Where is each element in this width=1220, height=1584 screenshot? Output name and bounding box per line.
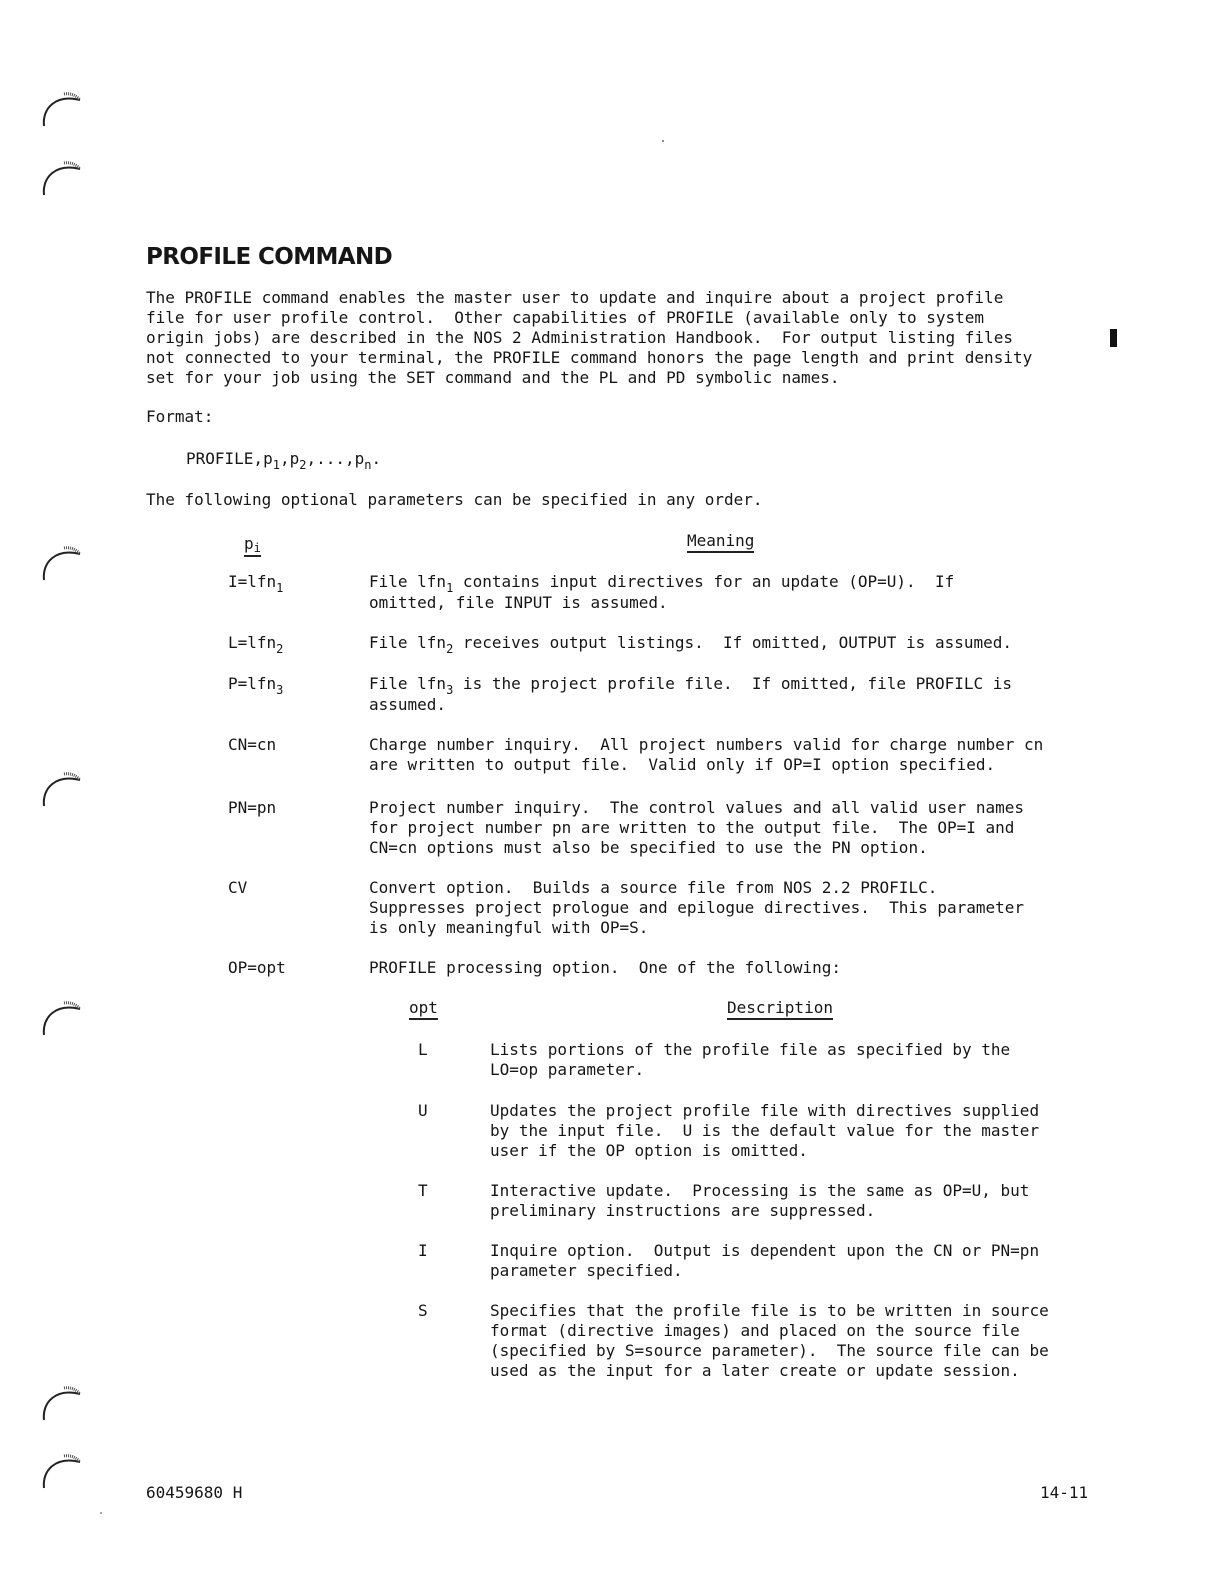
param-term: PN=pn <box>228 798 277 817</box>
param-description: Charge number inquiry. All project numbers valid for charge number cn are written to output file. Valid only if OP=I option specified. <box>369 735 1044 774</box>
opt-term: U <box>418 1101 428 1120</box>
param-description: File lfn$_3$ is the project profile file. If omitted, file PROFILC is assumed. <box>369 674 1012 714</box>
format-syntax: $PROFILE,p_1,p_2,...,p_n$. <box>186 449 382 472</box>
param-description: PROFILE processing option. One of the following: <box>369 958 842 977</box>
opt-term: S <box>418 1301 428 1320</box>
param-term: I=lfn$_1$ <box>228 572 284 595</box>
optional-note: The following optional parameters can be specified in any order. <box>146 490 763 509</box>
page-title: PROFILE COMMAND <box>146 244 393 270</box>
param-description: File lfn$_2$ receives output listings. If omitted, OUTPUT is assumed. <box>369 633 1012 656</box>
opt-term: I <box>418 1241 428 1260</box>
binder-hole-mark <box>40 997 84 1039</box>
binder-hole-mark <box>40 1382 84 1424</box>
param-description: Convert option. Builds a source file from NOS 2.2 PROFILC. Suppresses project prologue and epilogue directives. This parameter is only meaningful with OP=S. <box>369 878 1025 937</box>
opt-description: Updates the project profile file with directives supplied by the input file. U is the default value for the master user if the OP option is omitted. <box>490 1101 1040 1160</box>
binder-hole-mark <box>40 88 84 130</box>
param-term: L=lfn$_2$ <box>228 633 284 656</box>
opt-description: Specifies that the profile file is to be written in source format (directive images) and placed on the source file (specified by S=source parameter). The source file can be used as the input for a later create or update session. <box>490 1301 1049 1380</box>
param-term: CN=cn <box>228 735 277 754</box>
intro-paragraph: The PROFILE command enables the master user to update and inquire about a project profile file for user profile control. Other capabilities of PROFILE (available only to system origin jobs) are described in the NOS 2 Administration Handbook. For output listing files not connected to your terminal, the PROFILE command honors the page length and print density set for your job using the SET command and the PL and PD symbolic names. <box>146 288 1033 387</box>
binder-hole-mark <box>40 768 84 810</box>
meaning-column-header: Meaning <box>687 531 754 553</box>
format-label: Format: <box>146 407 214 426</box>
opt-term: L <box>418 1040 428 1059</box>
binder-hole-mark <box>40 157 84 199</box>
opt-term: T <box>418 1181 428 1200</box>
pi-column-header: pi <box>244 534 261 555</box>
scan-speck <box>662 140 664 142</box>
document-number: 60459680 H <box>146 1483 243 1502</box>
opt-description: Inquire option. Output is dependent upon the CN or PN=pn parameter specified. <box>490 1241 1040 1280</box>
opt-description: Lists portions of the profile file as specified by the LO=op parameter. <box>490 1040 1011 1079</box>
opt-description: Interactive update. Processing is the same as OP=U, but preliminary instructions are suppressed. <box>490 1181 1030 1220</box>
change-bar <box>1110 329 1117 347</box>
param-term: CV <box>228 878 248 897</box>
scan-speck <box>100 1512 102 1514</box>
page-number: 14-11 <box>1040 1483 1089 1502</box>
param-term: P=lfn$_3$ <box>228 674 284 697</box>
description-column-header: Description <box>727 998 833 1020</box>
param-term: OP=opt <box>228 958 286 977</box>
binder-hole-mark <box>40 1450 84 1492</box>
opt-column-header: opt <box>409 998 438 1020</box>
param-description: File lfn$_1$ contains input directives for an update (OP=U). If omitted, file INPUT is assumed. <box>369 572 955 612</box>
param-description: Project number inquiry. The control values and all valid user names for project number pn are written to the output file. The OP=I and CN=cn options must also be specified to use the PN option. <box>369 798 1025 857</box>
binder-hole-mark <box>40 542 84 584</box>
